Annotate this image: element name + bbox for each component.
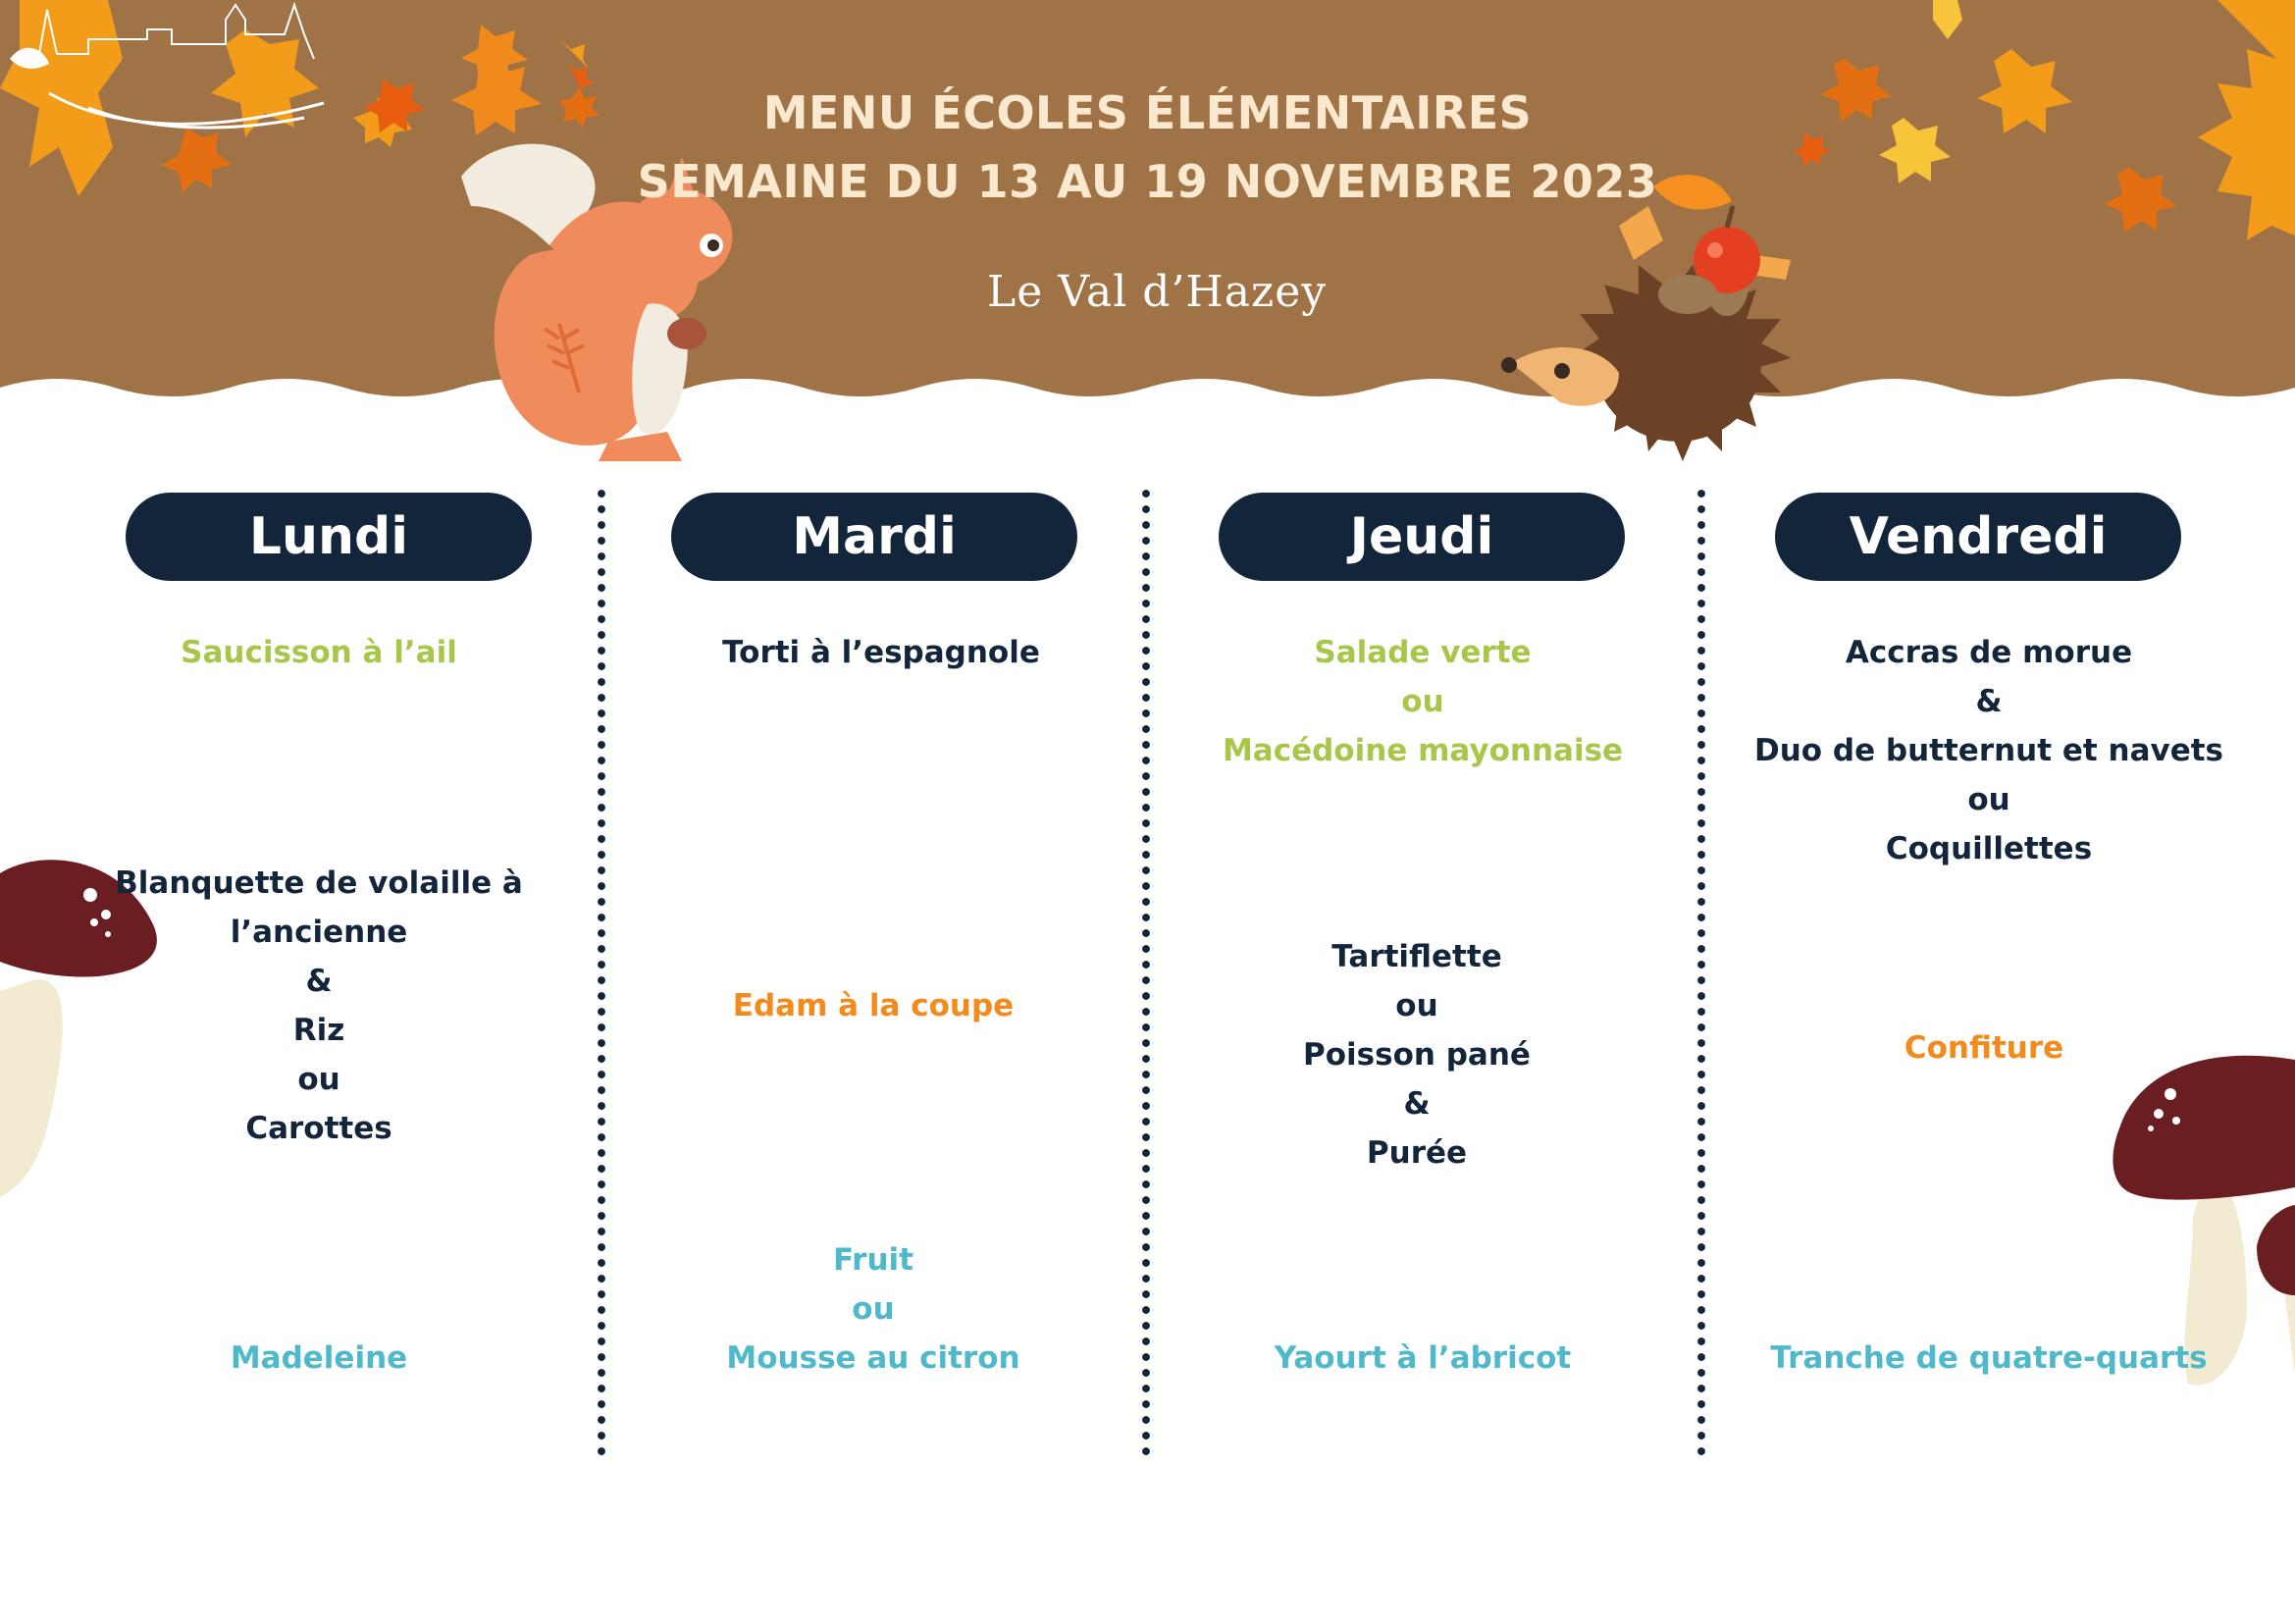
menu-line: Riz	[292, 1013, 345, 1048]
menu-title: MENU ÉCOLES ÉLÉMENTAIRES	[762, 86, 1533, 139]
menu-line: &	[1403, 1086, 1431, 1122]
menu-line: &	[305, 964, 333, 999]
mardi-dairy	[733, 981, 1014, 1030]
day-header-vendredi: Vendredi	[1775, 493, 2181, 581]
logo-text: Le Val d’Hazey	[987, 267, 1328, 317]
menu-line: Blanquette de volaille à	[115, 865, 523, 901]
jeudi-dessert	[1275, 1334, 1571, 1383]
vendredi-dairy	[1904, 1023, 2063, 1073]
day-header-mardi: Mardi	[671, 493, 1077, 581]
menu-line: Tartiflette	[1331, 939, 1502, 974]
menu-line: Carottes	[245, 1111, 392, 1146]
menu-line: Poisson pané	[1303, 1037, 1531, 1073]
menu-line: &	[1975, 684, 2003, 719]
menu-line: Fruit	[832, 1242, 913, 1278]
column-divider	[1697, 486, 1705, 1457]
jeudi-main	[1303, 932, 1531, 1178]
lundi-dessert	[231, 1334, 407, 1383]
menu-line: Salade verte	[1314, 635, 1532, 670]
menu-line: ou	[852, 1291, 895, 1327]
menu-line: Torti à l’espagnole	[722, 635, 1040, 670]
menu-line: Madeleine	[230, 1340, 408, 1376]
menu-line: ou	[297, 1062, 340, 1097]
menu-line: Edam à la coupe	[732, 988, 1015, 1023]
menu-line: ou	[1967, 782, 2010, 817]
mardi-starter	[722, 628, 1040, 677]
menu-line: Duo de butternut et navets	[1754, 733, 2223, 768]
menu-line: Saucisson à l’ail	[181, 635, 457, 670]
column-divider	[1142, 486, 1150, 1457]
mardi-dessert	[726, 1235, 1019, 1383]
menu-line: Mousse au citron	[726, 1340, 1020, 1376]
menu-line: Purée	[1366, 1135, 1468, 1171]
menu-line: Accras de morue	[1845, 635, 2133, 670]
column-divider	[598, 486, 605, 1457]
menu-line: Confiture	[1904, 1030, 2064, 1066]
vendredi-dessert	[1770, 1334, 2207, 1383]
menu-line: Tranche de quatre-quarts	[1770, 1340, 2208, 1376]
jeudi-starter	[1223, 628, 1623, 775]
menu-line: ou	[1401, 684, 1444, 719]
autumn-leaf-icon	[461, 15, 599, 93]
vendredi-starter	[1754, 628, 2223, 873]
day-header-lundi: Lundi	[126, 493, 532, 581]
menu-line: Macédoine mayonnaise	[1222, 733, 1624, 768]
hedgehog-icon	[1491, 167, 1864, 491]
lundi-main	[115, 859, 523, 1153]
week-subtitle: SEMAINE DU 13 AU 19 NOVEMBRE 2023	[637, 155, 1658, 208]
day-header-jeudi: Jeudi	[1219, 493, 1625, 581]
menu-line: Coquillettes	[1885, 831, 2093, 866]
menu-line: l’ancienne	[230, 915, 408, 950]
header-banner	[0, 0, 2295, 461]
lundi-starter	[181, 628, 457, 677]
menu-line: ou	[1395, 988, 1438, 1023]
menu-line: Yaourt à l’abricot	[1274, 1340, 1572, 1376]
